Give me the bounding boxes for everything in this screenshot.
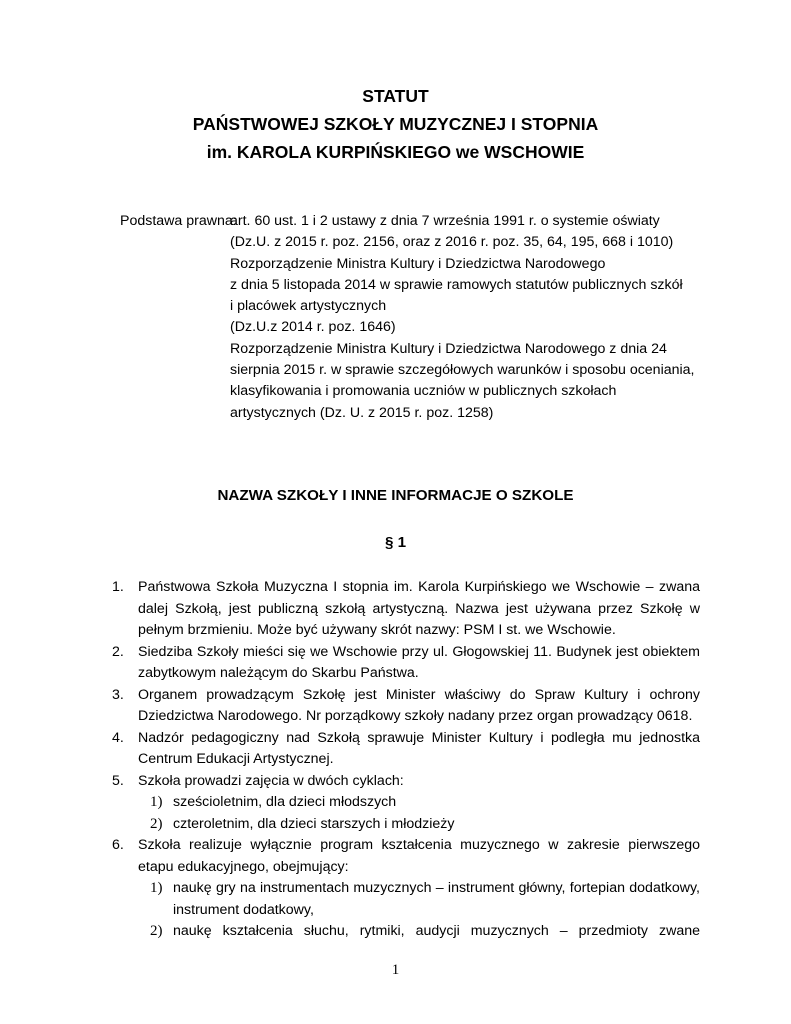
legal-basis-line: (Dz.U.z 2014 r. poz. 1646) [230, 319, 396, 336]
legal-basis-line: artystycznych (Dz. U. z 2015 r. poz. 1258) [230, 404, 494, 421]
title-line-3: im. KAROLA KURPIŃSKIEGO we WSCHOWIE [206, 142, 585, 162]
list-item [112, 577, 700, 642]
list-item-text: Organem prowadzącym Szkołę jest Minister właściwy do Spraw Kultury i ochrony Dziedzictwa Narodowego. Nr porządkowy szkoły nadany przez organ prowadzący 0618. [138, 686, 700, 724]
legal-basis-line: (Dz.U. z 2015 r. poz. 2156, oraz z 2016 r. poz. 35, 64, 195, 668 i 1010) [230, 234, 674, 251]
legal-basis-line: i placówek artystycznych [230, 298, 387, 315]
page-number: 1 [391, 962, 400, 978]
statute-list [112, 577, 700, 943]
list-item [112, 642, 700, 685]
sublist-item [150, 814, 700, 836]
list-item [112, 685, 700, 728]
list-item-number: 2. [112, 643, 124, 660]
document-title [0, 82, 791, 166]
list-item-text: Siedziba Szkoły mieści się we Wschowie przy ul. Głogowskiej 11. Budynek jest obiektem zabytkowym należącym do Skarbu Państwa. [138, 643, 700, 681]
legal-basis-first-row [120, 211, 720, 232]
sublist-item-number: 2) [150, 923, 163, 939]
sublist-item-text: naukę kształcenia słuchu, rytmiki, audycji muzycznych – przedmioty zwane [173, 923, 700, 939]
list-item-number: 3. [112, 686, 124, 703]
sublist-item-number: 1) [150, 880, 163, 896]
list-item [112, 835, 700, 878]
sublist [112, 878, 700, 943]
list-item-number: 4. [112, 729, 124, 746]
sublist-item [150, 878, 700, 921]
sublist-item-text: czteroletnim, dla dzieci starszych i młodzieży [173, 815, 455, 832]
list-item [112, 728, 700, 771]
legal-basis-line: klasyfikowania i promowania uczniów w publicznych szkołach [230, 383, 617, 400]
list-item-text: Szkoła prowadzi zajęcia w dwóch cyklach: [138, 772, 404, 789]
legal-basis-line: Rozporządzenie Ministra Kultury i Dziedzictwa Narodowego [230, 255, 606, 272]
paragraph-number: § 1 [384, 534, 407, 551]
title-line-2: PAŃSTWOWEJ SZKOŁY MUZYCZNEJ I STOPNIA [192, 114, 599, 134]
list-item-number: 5. [112, 772, 124, 789]
legal-basis-line: sierpnia 2015 r. w sprawie szczegółowych warunków i sposobu oceniania, [230, 362, 695, 379]
legal-basis-line: z dnia 5 listopada 2014 w sprawie ramowych statutów publicznych szkół [230, 276, 683, 293]
legal-basis [120, 211, 720, 424]
title-line-1: STATUT [362, 86, 429, 106]
legal-basis-line: Rozporządzenie Ministra Kultury i Dziedzictwa Narodowego z dnia 24 [230, 340, 667, 357]
sublist-item-number: 2) [150, 815, 163, 832]
sublist-item-text: sześcioletnim, dla dzieci młodszych [173, 794, 397, 810]
legal-basis-line-first: art. 60 ust. 1 i 2 ustawy z dnia 7 września 1991 r. o systemie oświaty [230, 213, 660, 229]
sublist-item-text: naukę gry na instrumentach muzycznych – instrument główny, fortepian dodatkowy, instrument dodatkowy, [173, 880, 700, 918]
list-item-text: Szkoła realizuje wyłącznie program kształcenia muzycznego w zakresie pierwszego etapu edukacyjnego, obejmujący: [138, 837, 700, 875]
sublist-item-number: 1) [150, 794, 163, 810]
list-item-text: Państwowa Szkoła Muzyczna I stopnia im. Karola Kurpińskiego we Wschowie – zwana dalej Szkołą, jest publiczną szkołą artystyczną. Nazwa jest używana przez Szkołę w pełnym brzmieniu. Może być używany skrót nazwy: PSM I st. we Wschowie. [138, 579, 700, 638]
list-item-number: 1. [112, 579, 124, 595]
legal-basis-label: Podstawa prawna: [120, 213, 237, 229]
sublist-item [150, 921, 700, 943]
list-item [112, 771, 700, 793]
sublist-item [150, 792, 700, 814]
list-item-number: 6. [112, 837, 124, 853]
sublist [112, 792, 700, 835]
list-item-text: Nadzór pedagogiczny nad Szkołą sprawuje Minister Kultury i podległa mu jednostka Centrum Edukacji Artystycznej. [138, 729, 700, 767]
section-heading: NAZWA SZKOŁY I INNE INFORMACJE O SZKOLE [217, 487, 574, 504]
